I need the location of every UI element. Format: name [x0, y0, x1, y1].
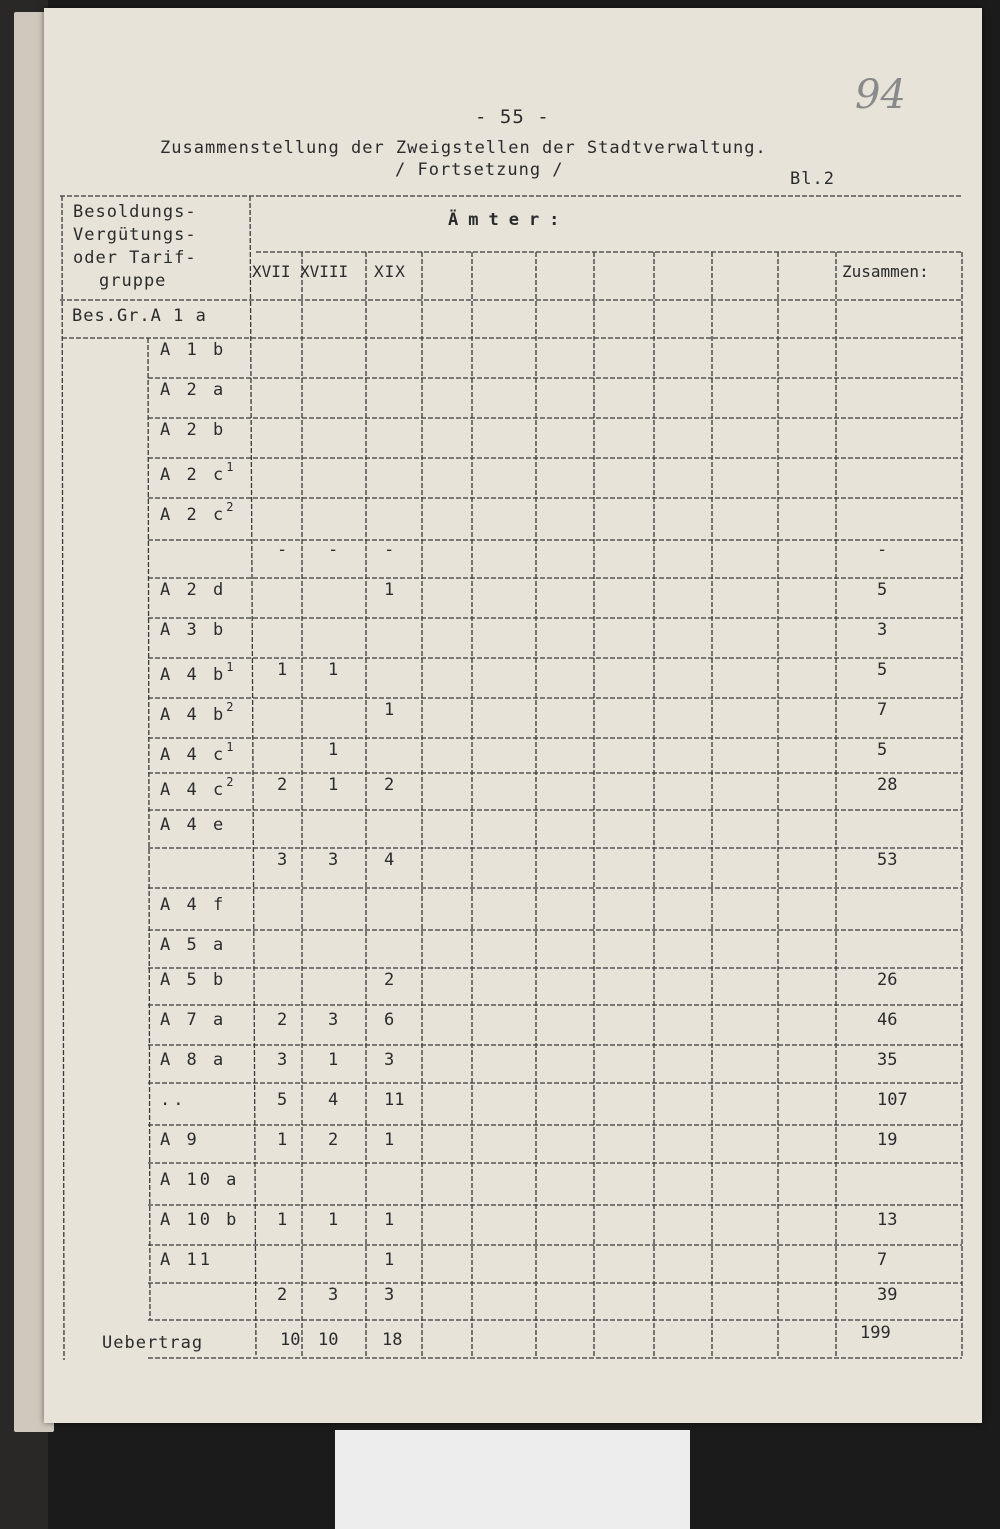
cell-xviii: 3 [328, 1285, 339, 1305]
cell-total: 7 [877, 700, 888, 720]
cell-total: 7 [877, 1250, 888, 1270]
cell-total: 3 [877, 620, 888, 640]
cell-xvii: 2 [277, 775, 288, 795]
group-column-divider [250, 196, 256, 1355]
group-header-line: Vergütungs- [73, 225, 197, 245]
cell-total: 39 [877, 1285, 898, 1305]
cell-xix: 1 [384, 700, 395, 720]
page-number: - 55 - [475, 106, 550, 128]
cell-xvii: 2 [277, 1285, 288, 1305]
cell-xix: 1 [384, 1210, 395, 1230]
cell-total: 13 [877, 1210, 898, 1230]
cell-total: 19 [877, 1130, 898, 1150]
cell-total: 107 [877, 1090, 908, 1110]
cell-xix: 1 [384, 1250, 395, 1270]
sheet-label: Bl.2 [790, 169, 835, 189]
carry-total: 199 [860, 1323, 891, 1343]
cell-total: 5 [877, 580, 888, 600]
group-header-line: Besoldungs- [73, 202, 197, 222]
row-label: A 9 [160, 1130, 200, 1150]
row-label: A 10 a [160, 1170, 240, 1190]
cell-total: 28 [877, 775, 898, 795]
cell-xvii: 1 [277, 1210, 288, 1230]
cell-xix: 2 [384, 970, 395, 990]
handwritten-archive-number: 94 [855, 72, 906, 118]
group-header [73, 201, 197, 293]
cell-xviii: 1 [328, 660, 339, 680]
cell-xviii: - [328, 540, 339, 560]
carry-xviii: 10 [318, 1330, 339, 1350]
row-label: A 7 a [160, 1010, 227, 1030]
column-header-xix: XIX [374, 262, 406, 281]
cell-xix: 3 [384, 1050, 395, 1070]
document-subtitle: / Fortsetzung / [395, 160, 564, 180]
row-label: A 5 a [160, 935, 227, 955]
row-label-superscript: 1 [226, 740, 237, 754]
row-label: A 11 [160, 1250, 213, 1270]
cell-xix: - [384, 540, 395, 560]
row-label-superscript: 2 [226, 775, 237, 789]
first-row-label: Bes.Gr.A 1 a [72, 306, 207, 326]
cell-xviii: 1 [328, 1210, 339, 1230]
cell-xix: 2 [384, 775, 395, 795]
row-label: A 4 e [160, 815, 227, 835]
cell-xvii: 1 [277, 660, 288, 680]
row-label: A 4 $b^1$ [160, 660, 237, 685]
carry-xvii: 10 [280, 1330, 301, 1350]
cell-xix: 4 [384, 850, 395, 870]
row-label-superscript: 2 [226, 700, 237, 714]
row-label: A 2 $c^1$ [160, 460, 237, 485]
row-label: A 3 b [160, 620, 227, 640]
cell-total: 35 [877, 1050, 898, 1070]
column-header-total: Zusammen: [842, 262, 929, 281]
row-label: A 2 a [160, 380, 227, 400]
cell-total: 5 [877, 740, 888, 760]
group-header-line: gruppe [99, 271, 167, 291]
cell-xviii: 3 [328, 1010, 339, 1030]
column-header-xviii: XVIII [300, 262, 349, 281]
row-label: A 2 d [160, 580, 227, 600]
document-title: Zusammenstellung der Zweigstellen der Stadtverwaltung. [160, 138, 767, 158]
cell-xix: 1 [384, 580, 395, 600]
row-label: A 4 f [160, 895, 227, 915]
row-label: A 2 $c^2$ [160, 500, 237, 525]
cell-xvii: 3 [277, 1050, 288, 1070]
column-header-xvii: XVII [252, 262, 291, 281]
cell-xviii: 1 [328, 775, 339, 795]
table-left-border [62, 196, 64, 1360]
cell-xvii: 2 [277, 1010, 288, 1030]
offices-header: Ämter: [448, 210, 570, 230]
cell-xix: 6 [384, 1010, 395, 1030]
cell-total: 26 [877, 970, 898, 990]
cell-xviii: 1 [328, 740, 339, 760]
row-label: A 4 $c^2$ [160, 775, 237, 800]
cell-total: - [877, 540, 888, 560]
row-label-superscript: 1 [226, 660, 237, 674]
cell-total: 46 [877, 1010, 898, 1030]
carry-xix: 18 [382, 1330, 403, 1350]
row-label-superscript: 1 [226, 460, 237, 474]
row-label: A 4 $b^2$ [160, 700, 237, 725]
cell-xvii: 1 [277, 1130, 288, 1150]
label-indent-divider [148, 338, 150, 1320]
cell-xviii: 2 [328, 1130, 339, 1150]
row-label: A 1 b [160, 340, 227, 360]
cell-xvii: 5 [277, 1090, 288, 1110]
row-label: A 5 b [160, 970, 227, 990]
row-label-superscript: 2 [226, 500, 237, 514]
cell-xvii: - [277, 540, 288, 560]
cell-xvii: 3 [277, 850, 288, 870]
cell-xix: 1 [384, 1130, 395, 1150]
row-label: A 4 $c^1$ [160, 740, 237, 765]
row-label: A 2 b [160, 420, 227, 440]
cell-total: 5 [877, 660, 888, 680]
cell-xviii: 3 [328, 850, 339, 870]
cell-xix: 11 [384, 1090, 405, 1110]
cell-xviii: 1 [328, 1050, 339, 1070]
cell-total: 53 [877, 850, 898, 870]
row-label: .. [160, 1090, 187, 1110]
group-header-line: oder Tarif- [73, 248, 197, 268]
cell-xviii: 4 [328, 1090, 339, 1110]
row-label: A 10 b [160, 1210, 240, 1230]
cell-xix: 3 [384, 1285, 395, 1305]
carry-label: Uebertrag [102, 1333, 204, 1353]
row-label: A 8 a [160, 1050, 227, 1070]
